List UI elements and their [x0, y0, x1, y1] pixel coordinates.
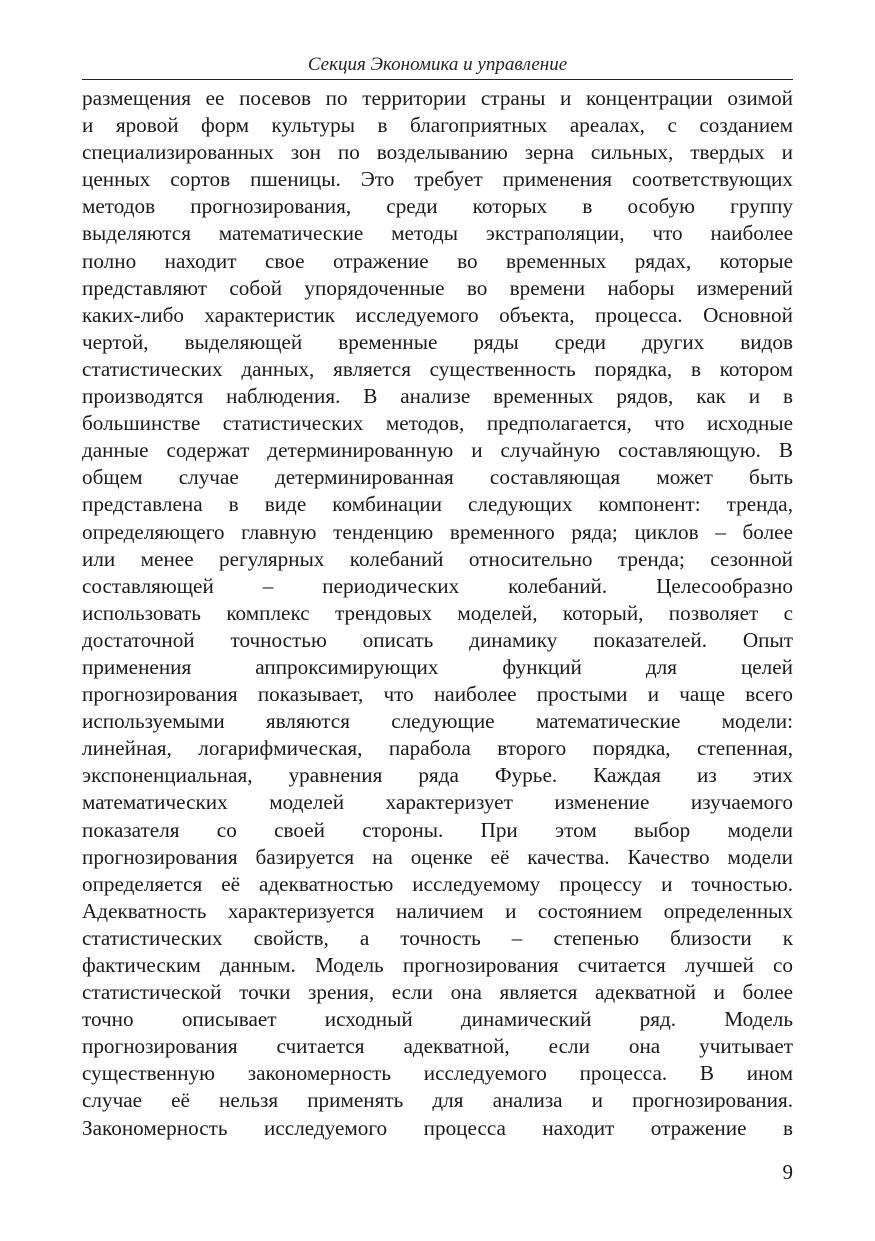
header-rule [82, 79, 793, 80]
text-line: размещения ее посевов по территории страны и концентрации озимой [82, 86, 793, 110]
text-line: представлена в виде комбинации следующих компонент: тренда, [82, 492, 793, 517]
text-line: используемыми являются следующие математические модели: [82, 709, 793, 734]
body-text [82, 85, 793, 1142]
text-line: каких-либо характеристик исследуемого объекта, процесса. Основной [82, 302, 793, 327]
text-line: математических моделей характеризует изменение изучаемого [82, 790, 793, 815]
text-line: Закономерность исследуемого процесса находит отражение в [82, 1115, 793, 1140]
text-line: большинстве статистических методов, предполагается, что исходные [82, 411, 793, 436]
text-line: показателя со своей стороны. При этом выбор модели [82, 817, 793, 842]
text-line: составляющей – периодических колебаний. Целесообразно [82, 573, 793, 598]
text-line: существенную закономерность исследуемого процесса. В ином [82, 1061, 793, 1086]
text-line: определяется её адекватностью исследуемому процессу и точностью. [82, 871, 793, 896]
text-line: фактическим данным. Модель прогнозирования считается лучшей со [82, 953, 793, 977]
text-line: прогнозирования показывает, что наиболее простыми и чаще всего [82, 682, 793, 707]
text-line: статистических данных, является существенность порядка, в котором [82, 356, 793, 381]
page-number: 9 [782, 1160, 793, 1184]
text-line: достаточной точностью описать динамику показателей. Опыт [82, 627, 793, 652]
text-line: выделяются математические методы экстраполяции, что наиболее [82, 221, 793, 246]
text-line: чертой, выделяющей временные ряды среди других видов [82, 329, 793, 354]
text-line: ценных сортов пшеницы. Это требует применения соответствующих [82, 167, 793, 192]
text-line: точно описывает исходный динамический ряд. Модель [82, 1007, 793, 1032]
text-line: методов прогнозирования, среди которых в особую группу [82, 194, 793, 219]
text-line: статистических свойств, а точность – степенью близости к [82, 925, 793, 950]
running-header: Секция Экономика и управление [307, 54, 568, 75]
text-line: данные содержат детерминированную и случайную составляющую. В [82, 438, 793, 463]
text-line: применения аппроксимирующих функций для целей [82, 654, 793, 679]
text-line: Адекватность характеризуется наличием и состоянием определенных [82, 898, 793, 923]
text-line: экспоненциальная, уравнения ряда Фурье. Каждая из этих [82, 763, 793, 788]
text-line: статистической точки зрения, если она является адекватной и более [82, 980, 793, 1005]
text-line: специализированных зон по возделыванию зерна сильных, твердых и [82, 140, 793, 165]
text-line: линейная, логарифмическая, парабола второго порядка, степенная, [82, 736, 793, 761]
text-line: прогнозирования базируется на оценке её качества. Качество модели [82, 844, 793, 869]
text-line: полно находит свое отражение во временных рядах, которые [82, 248, 793, 273]
text-line: использовать комплекс трендовых моделей, который, позволяет с [82, 600, 793, 625]
text-line: представляют собой упорядоченные во времени наборы измерений [82, 275, 793, 300]
text-line: и яровой форм культуры в благоприятных ареалах, с созданием [82, 113, 793, 138]
text-line: или менее регулярных колебаний относительно тренда; сезонной [82, 546, 793, 571]
text-line: определяющего главную тенденцию временного ряда; циклов – более [82, 519, 793, 544]
text-line: случае её нельзя применять для анализа и прогнозирования. [82, 1088, 793, 1113]
text-line: производятся наблюдения. В анализе временных рядов, как и в [82, 384, 793, 409]
text-line: общем случае детерминированная составляющая может быть [82, 465, 793, 490]
text-line: прогнозирования считается адекватной, если она учитывает [82, 1034, 793, 1059]
